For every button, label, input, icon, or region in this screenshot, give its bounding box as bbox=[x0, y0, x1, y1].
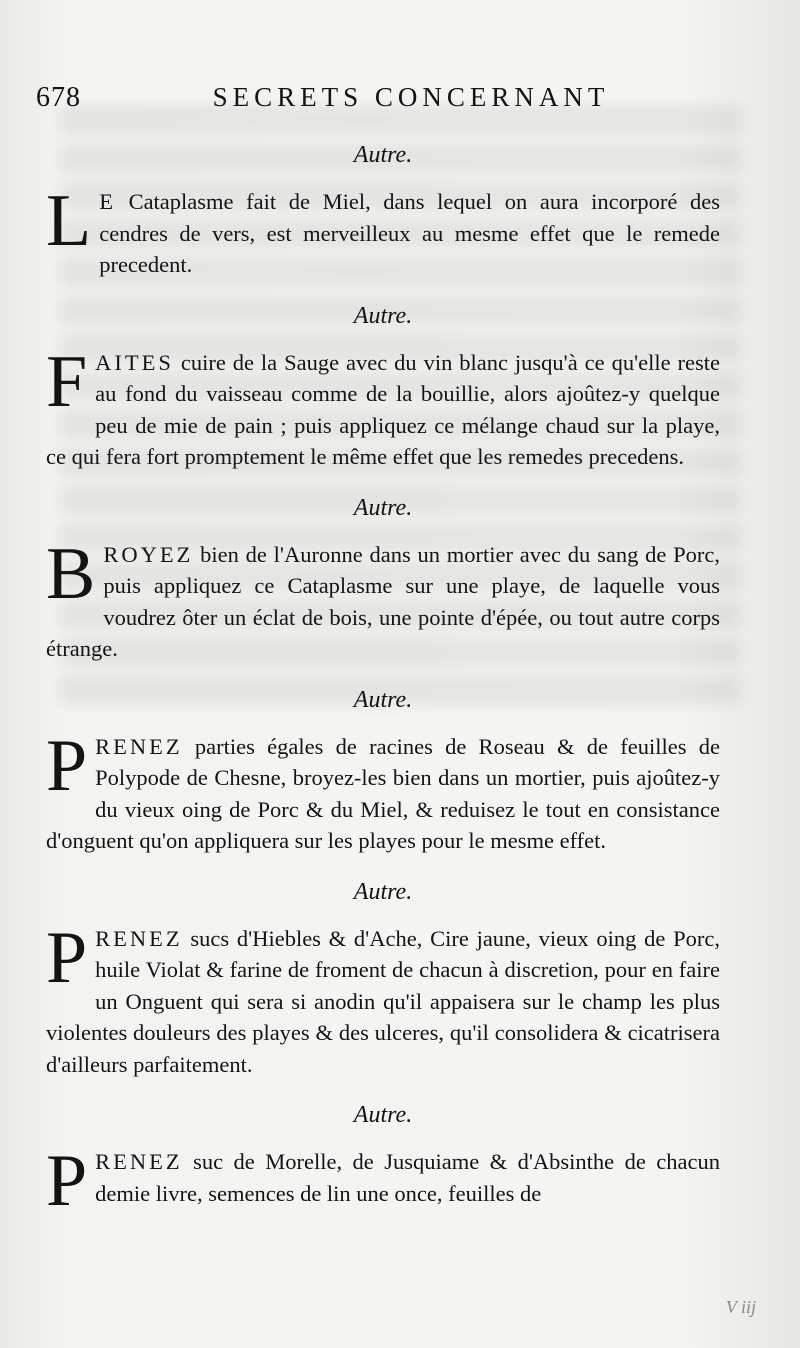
paragraph-text: parties égales de racines de Roseau & de feuilles de Polypode de Chesne, broyez-les bien dans un mortier, puis ajoûtez-y du vieux oing de Porc & du Miel, & reduisez le tout en consistance d'onguent qu'on appliquera sur les playes pour le mesme effet. bbox=[46, 733, 721, 853]
recipe-paragraph bbox=[46, 724, 721, 857]
lead-word: ROYEZ bbox=[103, 541, 194, 567]
lead-word: RENEZ bbox=[95, 1149, 183, 1174]
lead-word: RENEZ bbox=[95, 733, 183, 759]
paragraph-text: bien de l'Auronne dans un mortier avec du sang de Porc, puis appliquez ce Cataplasme sur une playe, de laquelle vous voudrez ôter un éclat de bois, une pointe d'épée, ou tout autre corps étrange. bbox=[46, 541, 720, 661]
recipe-paragraph bbox=[46, 340, 721, 473]
lead-word: E bbox=[99, 189, 116, 214]
recipe-section bbox=[46, 301, 720, 473]
section-subtitle: Autre. bbox=[353, 302, 413, 329]
drop-cap: F bbox=[46, 340, 88, 423]
recipe-section bbox=[46, 685, 720, 857]
recipe-paragraph bbox=[46, 180, 720, 281]
section-subtitle: Autre. bbox=[353, 878, 413, 905]
section-subtitle: Autre. bbox=[353, 686, 413, 713]
paragraph-text: Cataplasme fait de Miel, dans lequel on aura incorporé des cendres de vers, est merveilleux au mesme effet que le remede precedent. bbox=[99, 189, 720, 277]
page-body bbox=[46, 140, 720, 1229]
drop-cap: P bbox=[46, 1140, 88, 1222]
drop-cap: B bbox=[46, 532, 96, 615]
recipe-paragraph bbox=[46, 532, 720, 665]
drop-cap: L bbox=[46, 180, 92, 262]
recipe-section bbox=[46, 493, 720, 665]
page-number: 678 bbox=[36, 82, 81, 113]
recipe-paragraph bbox=[46, 916, 720, 1081]
recipe-section bbox=[46, 140, 720, 281]
section-subtitle: Autre. bbox=[353, 494, 413, 521]
section-subtitle: Autre. bbox=[353, 1102, 413, 1128]
paragraph-text: suc de Morelle, de Jusquiame & d'Absinthe de chacun demie livre, semences de lin une once, feuilles de bbox=[95, 1149, 720, 1206]
recipe-section bbox=[46, 877, 720, 1081]
paragraph-text: sucs d'Hiebles & d'Ache, Cire jaune, vieux oing de Porc, huile Violat & farine de froment de chacun à discretion, pour en faire un Onguent qui sera si anodin qu'il appaisera sur le champ les plus violentes douleurs des playes & des ulceres, qu'il consolidera & cicatrisera d'ailleurs parfaitement. bbox=[46, 925, 720, 1077]
lead-word: AITES bbox=[95, 349, 174, 375]
lead-word: RENEZ bbox=[95, 925, 183, 951]
paragraph-text: cuire de la Sauge avec du vin blanc jusqu'à ce qu'elle reste au fond du vaisseau comme de la bouillie, alors ajoûtez-y quelque peu de mie de pain ; puis appliquez ce mélange chaud sur la playe, ce qui fera fort promptement le même effet que les remedes precedens. bbox=[46, 349, 721, 469]
drop-cap: P bbox=[46, 916, 88, 999]
page-header bbox=[36, 82, 736, 122]
running-title: SECRETS CONCERNANT bbox=[212, 82, 610, 112]
section-subtitle: Autre. bbox=[353, 142, 413, 168]
drop-cap: P bbox=[46, 724, 88, 807]
recipe-paragraph bbox=[46, 1140, 720, 1222]
recipe-section bbox=[46, 1100, 720, 1222]
signature-mark: V iij bbox=[725, 1297, 756, 1317]
